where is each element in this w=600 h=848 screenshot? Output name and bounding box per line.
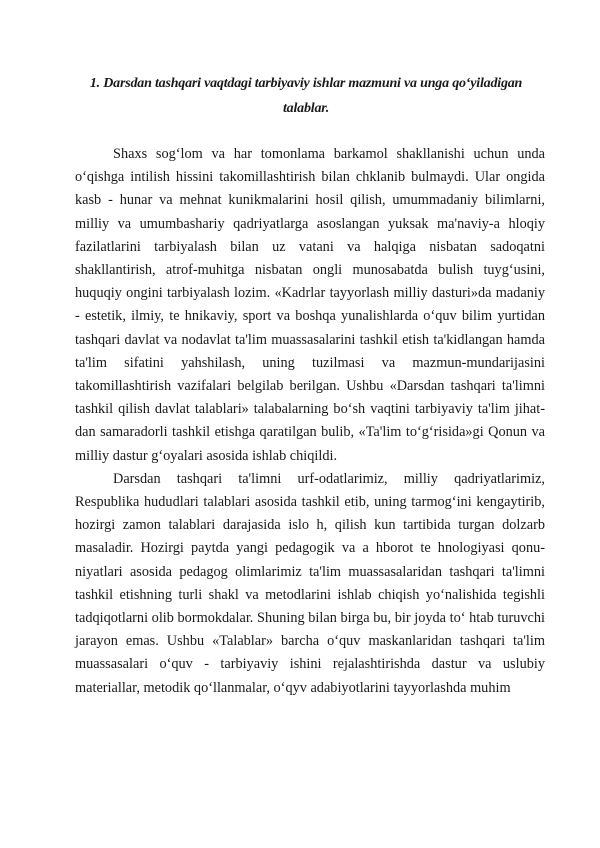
document-body	[75, 143, 545, 700]
paragraph-1: Shaxs sog‘lom va har tomonlama barkamol shakllanishi uchun unda o‘qishga intilish hissini takomillashtirish bilan chklanib bulmaydi. Ular ongida kasb - hunar va mehnat kunikmalarini hosil qilish, umummadaniy bilimlarni, milliy va umumbashariy qadriyatlarga asoslangan yuksak ma'naviy-a hloqiy fazilatlarini tarbiyalash bilan uz vatani va halqiga nisbatan sadoqatni shakllantirish, atrof-muhitga nisbatan ongli munosabatda bulish tuyg‘usini, huquqiy ongini tarbiyalash lozim. «Kadrlar tayyorlash milliy dasturi»da madaniy - estetik, ilmiy, te hnikaviy, sport va boshqa yunalishlarda o‘quv bilim yurtidan tashqari davlat va nodavlat ta'lim muassasalarini tashkil etish ta'kidlangan hamda ta'lim sifatini yahshilash, uning tuzilmasi va mazmun-mundarijasini takomillashtirish vazifalari belgilab berilgan. Ushbu «Darsdan tashqari ta'limni tashkil qilish davlat talablari» talabalarning bo‘sh vaqtini tarbiyaviy ta'lim jihat-dan samaradorli tashkil etishga qaratilgan bulib, «Ta'lim to‘g‘risida»gi Qonun va milliy dastur g‘oyalari asosida ishlab chiqildi.	[75, 146, 545, 464]
paragraph-2: Darsdan tashqari ta'limni urf-odatlarimiz, milliy qadriyatlarimiz, Respublika hududlari talablari asosida tashkil etib, uning tarmog‘ini kengaytirib, hozirgi zamon talablari darajasida islo h, qilish kun tartibida turgan dolzarb masaladir. Hozirgi paytda yangi pedagogik va a hborot te hnologiyasi qonu-niyatlari asosida pedagog olimlarimiz ta'lim muassasalaridan tashqari ta'limni tashkil etishning turli shakl va metodlarini ishlab chiqish yo‘nalishida tegishli tadqiqotlarni olib bormokdalar. Shuning bilan birga bu, bir joyda to‘ htab turuvchi jarayon emas. Ushbu «Talablar» barcha o‘quv maskanlaridan tashqari ta'lim muassasalari o‘quv - tarbiyaviy ishini rejalashtirishda dastur va uslubiy materiallar, metodik qo‘llanmalar, o‘qyv adabiyotlarini tayyorlashda muhim	[75, 470, 545, 696]
section-title: 1. Darsdan tashqari vaqtdagi tarbiyaviy ishlar mazmuni va unga qo‘yiladigan talablar.	[89, 76, 523, 116]
